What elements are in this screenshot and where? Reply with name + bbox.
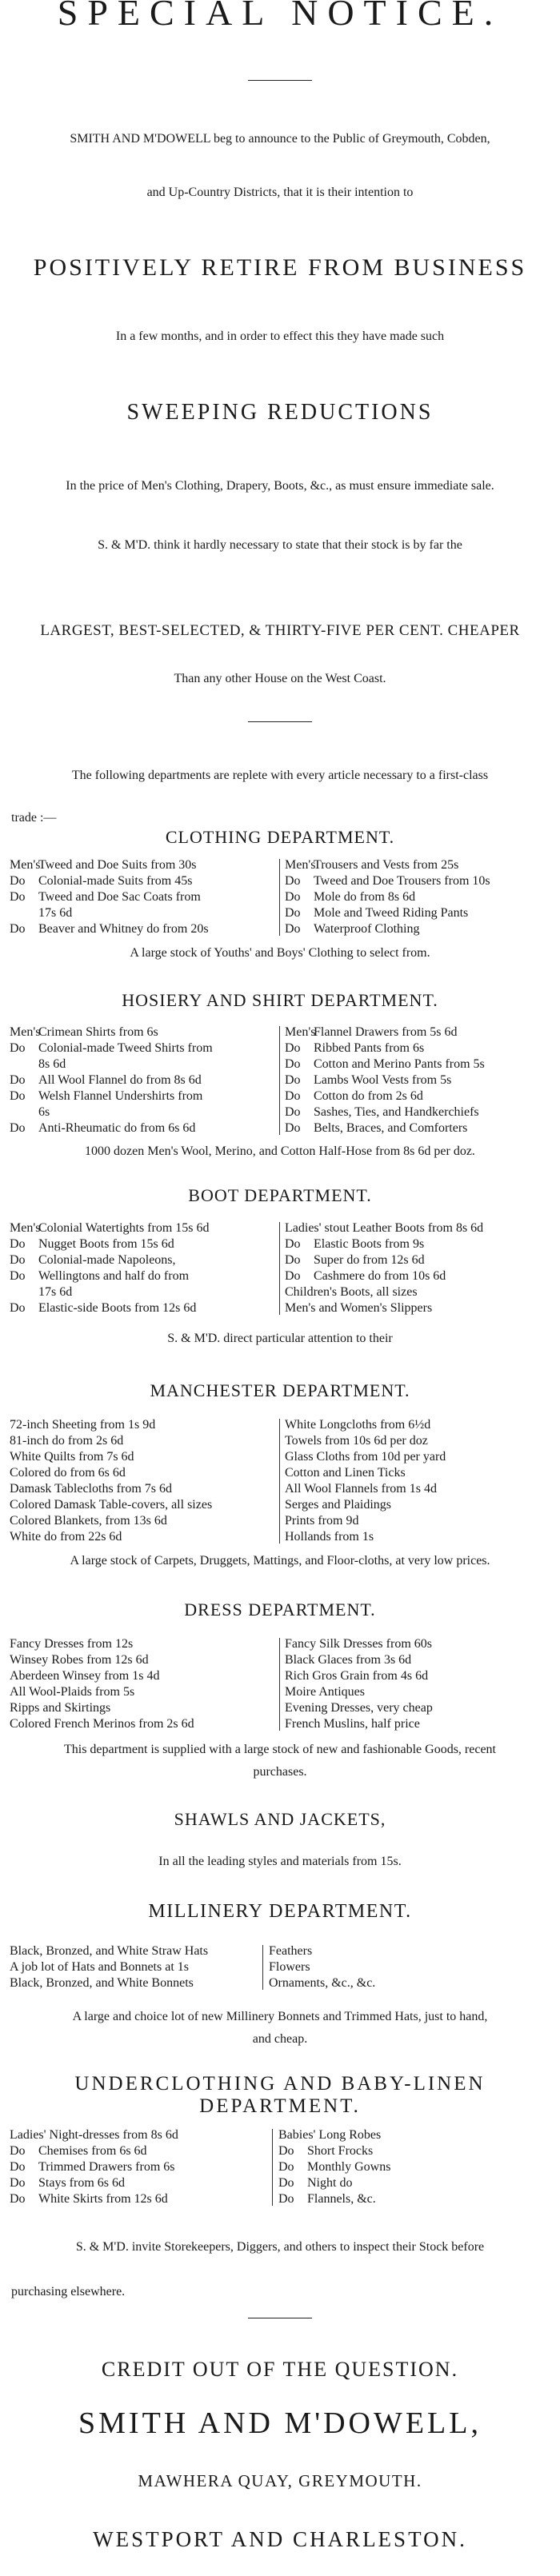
- column-divider: [279, 1222, 280, 1315]
- millinery-heading: MILLINERY DEPARTMENT.: [148, 1901, 412, 1922]
- list-item: Ladies' Night-dresses from 8s 6d: [10, 2128, 178, 2142]
- list-item: Do Belts, Braces, and Comforters: [285, 1121, 468, 1135]
- list-item: White do from 22s 6d: [10, 1530, 122, 1544]
- list-item: A job lot of Hats and Bonnets at 1s: [10, 1960, 189, 1974]
- column-divider: [262, 1945, 263, 1990]
- millinery-note-line-2: and cheap.: [252, 2032, 308, 2046]
- clothing-heading: CLOTHING DEPARTMENT.: [165, 827, 395, 847]
- address-line: MAWHERA QUAY, GREYMOUTH.: [138, 2471, 422, 2490]
- price-line: In the price of Men's Clothing, Drapery, Boots, &c., as must ensure immediate sale.: [66, 479, 494, 493]
- list-item: Do Waterproof Clothing: [285, 922, 420, 936]
- list-item: 17s 6d: [38, 906, 73, 920]
- sweeping-headline: SWEEPING REDUCTIONS: [126, 400, 434, 425]
- list-item: Do Mole do from 8s 6d: [285, 890, 416, 904]
- list-item: Feathers: [269, 1944, 313, 1958]
- clothing-left-list: [10, 857, 282, 937]
- list-item: Colored French Merinos from 2s 6d: [10, 1717, 194, 1731]
- boot-heading: BOOT DEPARTMENT.: [188, 1185, 372, 1205]
- hosiery-note: 1000 dozen Men's Wool, Merino, and Cotton Half-Hose from 8s 6d per doz.: [85, 1144, 475, 1158]
- list-item: Ornaments, &c., &c.: [269, 1976, 376, 1990]
- underclothing-note-line-2: purchasing elsewhere.: [11, 2285, 126, 2298]
- page-title: SPECIAL NOTICE.: [57, 0, 503, 33]
- list-item: Do Welsh Flannel Undershirts from: [10, 1089, 203, 1103]
- list-item: All Wool-Plaids from 5s: [10, 1685, 135, 1699]
- list-item: Moire Antiques: [285, 1685, 365, 1699]
- list-item: Do Super do from 12s 6d: [285, 1253, 425, 1267]
- list-item: Do Flannels, &c.: [278, 2192, 376, 2206]
- list-item: Fancy Dresses from 12s: [10, 1637, 134, 1651]
- list-item: Men'sTweed and Doe Suits from 30s: [10, 858, 197, 872]
- list-item: Hollands from 1s: [285, 1530, 374, 1544]
- list-item: Children's Boots, all sizes: [285, 1285, 418, 1299]
- list-item: Do Cashmere do from 10s 6d: [285, 1269, 446, 1283]
- hosiery-right-list: [285, 1024, 554, 1136]
- list-item: 6s: [38, 1105, 50, 1119]
- list-item: Do Mole and Tweed Riding Pants: [285, 906, 469, 920]
- manchester-left-list: [10, 1417, 282, 1545]
- list-item: Fancy Silk Dresses from 60s: [285, 1637, 432, 1651]
- list-item: Do Chemises from 6s 6d: [10, 2144, 147, 2158]
- list-item: Do Tweed and Doe Trousers from 10s: [285, 874, 490, 888]
- list-item: Do Cotton and Merino Pants from 5s: [285, 1057, 485, 1071]
- underclothing-note-line-1: S. & M'D. invite Storekeepers, Diggers, and others to inspect their Stock before: [75, 2240, 485, 2254]
- divider: [248, 80, 312, 81]
- boot-note: S. & M'D. direct particular attention to their: [167, 1332, 393, 1345]
- column-divider: [279, 1638, 280, 1731]
- manchester-heading: MANCHESTER DEPARTMENT.: [150, 1380, 410, 1400]
- dress-note-line-2: purchases.: [253, 1765, 307, 1779]
- stock-line: S. & M'D. think it hardly necessary to state that their stock is by far the: [98, 538, 462, 552]
- list-item: Winsey Robes from 12s 6d: [10, 1653, 149, 1667]
- list-item: White Quilts from 7s 6d: [10, 1450, 134, 1464]
- list-item: Do Elastic Boots from 9s: [285, 1237, 425, 1251]
- list-item: 81-inch do from 2s 6d: [10, 1434, 124, 1448]
- column-divider: [272, 2129, 273, 2206]
- manchester-note: A large stock of Carpets, Druggets, Mattings, and Floor-cloths, at very low prices.: [70, 1554, 490, 1568]
- underclothing-heading-line-1: UNDERCLOTHING AND BABY-LINEN: [74, 2073, 486, 2095]
- list-item: Do Ribbed Pants from 6s: [285, 1041, 425, 1055]
- millinery-note-line-1: A large and choice lot of new Millinery Bonnets and Trimmed Hats, just to hand,: [72, 2010, 488, 2023]
- stock-claim: LARGEST, BEST-SELECTED, & THIRTY-FIVE PER CENT. CHEAPER: [40, 622, 520, 639]
- list-item: Do Monthly Gowns: [278, 2160, 391, 2174]
- branches-line: WESTPORT AND CHARLESTON.: [93, 2527, 467, 2551]
- intro-line-2: and Up-Country Districts, that it is their intention to: [146, 186, 414, 199]
- list-item: Serges and Plaidings: [285, 1498, 392, 1512]
- hosiery-left-list: [10, 1024, 282, 1136]
- list-item: Damask Tablecloths from 7s 6d: [10, 1482, 172, 1496]
- list-item: Do Nugget Boots from 15s 6d: [10, 1237, 174, 1251]
- list-item: French Muslins, half price: [285, 1717, 420, 1731]
- list-item: 8s 6d: [38, 1057, 66, 1071]
- dress-heading: DRESS DEPARTMENT.: [184, 1600, 376, 1619]
- list-item: Do Tweed and Doe Sac Coats from: [10, 890, 201, 904]
- departments-intro-line-1: The following departments are replete with every article necessary to a first-class: [71, 769, 489, 782]
- boot-right-list: [285, 1220, 554, 1316]
- list-item: Glass Cloths from 10d per yard: [285, 1450, 446, 1464]
- dress-note-line-1: This department is supplied with a large stock of new and fashionable Goods, recent: [63, 1743, 496, 1756]
- intro-line-1: SMITH AND M'DOWELL beg to announce to the Public of Greymouth, Cobden,: [70, 132, 490, 146]
- divider: [248, 721, 312, 722]
- list-item: Men'sCrimean Shirts from 6s: [10, 1025, 158, 1039]
- list-item: Black, Bronzed, and White Bonnets: [10, 1976, 194, 1990]
- departments-intro-line-2: trade :—: [11, 811, 57, 825]
- list-item: Evening Dresses, very cheap: [285, 1701, 433, 1715]
- list-item: Prints from 9d: [285, 1514, 359, 1528]
- list-item: Do Anti-Rheumatic do from 6s 6d: [10, 1121, 196, 1135]
- months-line: In a few months, and in order to effect this they have made such: [115, 329, 445, 343]
- column-divider: [279, 1026, 280, 1135]
- clothing-note: A large stock of Youths' and Boys' Clothing to select from.: [130, 946, 430, 960]
- list-item: Do White Skirts from 12s 6d: [10, 2192, 168, 2206]
- shawls-line: In all the leading styles and materials from 15s.: [158, 1855, 402, 1868]
- dress-left-list: [10, 1636, 282, 1732]
- list-item: 17s 6d: [38, 1285, 73, 1299]
- millinery-left-list: [10, 1943, 266, 1991]
- list-item: Rich Gros Grain from 4s 6d: [285, 1669, 429, 1683]
- list-item: White Longcloths from 6½d: [285, 1418, 431, 1432]
- list-item: Colored Damask Table-covers, all sizes: [10, 1498, 213, 1512]
- list-item: Ripps and Skirtings: [10, 1701, 111, 1715]
- list-item: Cotton and Linen Ticks: [285, 1466, 406, 1480]
- list-item: Do Sashes, Ties, and Handkerchiefs: [285, 1105, 479, 1119]
- list-item: Aberdeen Winsey from 1s 4d: [10, 1669, 160, 1683]
- list-item: Babies' Long Robes: [278, 2128, 382, 2142]
- list-item: All Wool Flannels from 1s 4d: [285, 1482, 437, 1496]
- boot-left-list: [10, 1220, 282, 1316]
- retire-headline: POSITIVELY RETIRE FROM BUSINESS: [33, 254, 527, 281]
- column-divider: [279, 1419, 280, 1544]
- list-item: Do Short Frocks: [278, 2144, 374, 2158]
- list-item: Do All Wool Flannel do from 8s 6d: [10, 1073, 202, 1087]
- list-item: Do Beaver and Whitney do from 20s: [10, 922, 209, 936]
- firm-name: SMITH AND M'DOWELL,: [78, 2406, 482, 2440]
- list-item: Do Colonial-made Napoleons,: [10, 1253, 176, 1267]
- list-item: Do Colonial-made Tweed Shirts from: [10, 1041, 213, 1055]
- manchester-right-list: [285, 1417, 554, 1545]
- credit-line: CREDIT OUT OF THE QUESTION.: [101, 2358, 459, 2381]
- list-item: Do Trimmed Drawers from 6s: [10, 2160, 175, 2174]
- list-item: Do Cotton do from 2s 6d: [285, 1089, 423, 1103]
- clothing-right-list: [285, 857, 554, 937]
- list-item: Do Elastic-side Boots from 12s 6d: [10, 1301, 197, 1315]
- list-item: Black Glaces from 3s 6d: [285, 1653, 412, 1667]
- list-item: Men's and Women's Slippers: [285, 1301, 433, 1315]
- list-item: Men'sFlannel Drawers from 5s 6d: [285, 1025, 458, 1039]
- list-item: Flowers: [269, 1960, 310, 1974]
- list-item: Do Lambs Wool Vests from 5s: [285, 1073, 452, 1087]
- list-item: Black, Bronzed, and White Straw Hats: [10, 1944, 209, 1958]
- list-item: Ladies' stout Leather Boots from 8s 6d: [285, 1221, 484, 1235]
- underclothing-right-list: [278, 2127, 518, 2207]
- shawls-heading: SHAWLS AND JACKETS,: [174, 1809, 386, 1829]
- list-item: Do Stays from 6s 6d: [10, 2176, 125, 2190]
- list-item: Towels from 10s 6d per doz: [285, 1434, 428, 1448]
- list-item: Do Colonial-made Suits from 45s: [10, 874, 193, 888]
- list-item: Do Night do: [278, 2176, 353, 2190]
- hosiery-heading: HOSIERY AND SHIRT DEPARTMENT.: [122, 990, 438, 1010]
- west-coast-line: Than any other House on the West Coast.: [174, 672, 386, 685]
- list-item: Colored Blankets, from 13s 6d: [10, 1514, 167, 1528]
- column-divider: [279, 859, 280, 936]
- list-item: Colored do from 6s 6d: [10, 1466, 126, 1480]
- underclothing-left-list: [10, 2127, 274, 2207]
- millinery-right-list: [269, 1943, 429, 1991]
- list-item: 72-inch Sheeting from 1s 9d: [10, 1418, 156, 1432]
- list-item: Do Wellingtons and half do from: [10, 1269, 190, 1283]
- dress-right-list: [285, 1636, 554, 1732]
- list-item: Men'sTrousers and Vests from 25s: [285, 858, 459, 872]
- list-item: Men'sColonial Watertights from 15s 6d: [10, 1221, 210, 1235]
- underclothing-heading-line-2: DEPARTMENT.: [199, 2095, 361, 2117]
